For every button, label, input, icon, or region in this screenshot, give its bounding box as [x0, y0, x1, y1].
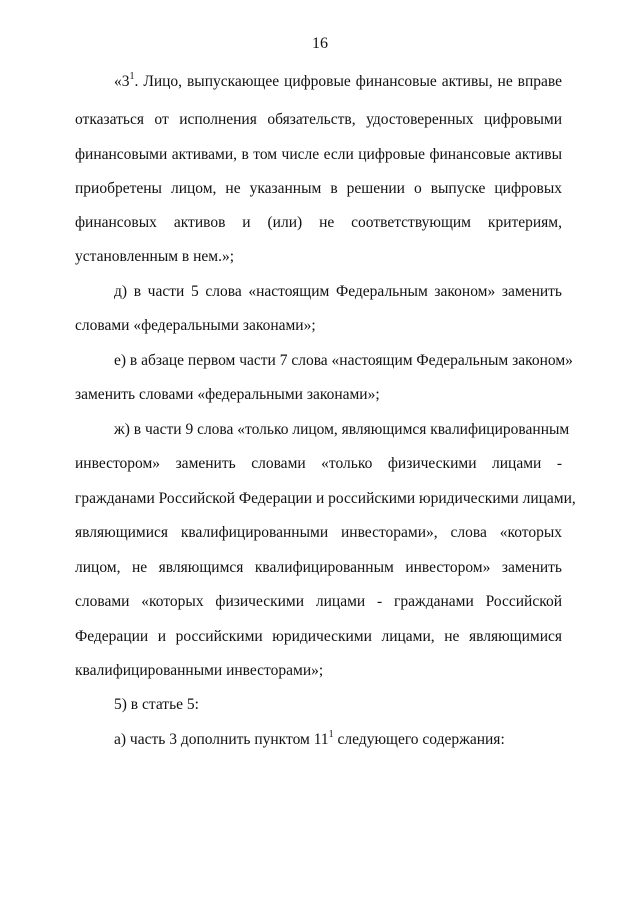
- text-line: гражданами Российской Федерации и российскими юридическими лицами,: [75, 490, 576, 507]
- text-fragment: «3: [114, 73, 130, 90]
- text-line: приобретены лицом, не указанным в решении о выпуске цифровых: [75, 180, 562, 197]
- text-line: [114, 72, 562, 92]
- text-line: е) в абзаце первом части 7 слова «настоящим Федеральным законом»: [114, 352, 573, 369]
- page-number: 16: [312, 35, 328, 52]
- text-fragment: . Лицо, выпускающее цифровые финансовые активы, не вправе: [134, 73, 562, 90]
- text-line: являющимися квалифицированными инвесторами», слова «которых: [75, 524, 562, 541]
- text-line: заменить словами «федеральными законами»;: [75, 386, 380, 403]
- text-fragment: следующего содержания:: [333, 731, 505, 748]
- text-line: словами «федеральными законами»;: [75, 317, 316, 334]
- text-line: д) в части 5 слова «настоящим Федеральным законом» заменить: [114, 283, 562, 300]
- text-line: финансовыми активами, в том числе если цифровые финансовые активы: [75, 146, 562, 163]
- text-line: Федерации и российскими юридическими лицами, не являющимися: [75, 628, 562, 645]
- text-line: квалифицированными инвесторами»;: [75, 662, 324, 679]
- text-line: [114, 730, 505, 750]
- text-line: 5) в статье 5:: [114, 696, 199, 713]
- superscript: 1: [328, 728, 334, 740]
- text-line: установленным в нем.»;: [75, 248, 235, 265]
- text-line: ж) в части 9 слова «только лицом, являющимся квалифицированным: [114, 421, 570, 438]
- text-line: словами «которых физическими лицами - гражданами Российской: [75, 593, 562, 610]
- text-line: инвестором» заменить словами «только физическими лицами -: [75, 455, 562, 472]
- text-fragment: а) часть 3 дополнить пунктом 11: [114, 731, 329, 748]
- text-line: лицом, не являющимся квалифицированным инвестором» заменить: [75, 559, 562, 576]
- text-line: финансовых активов и (или) не соответствующим критериям,: [75, 214, 562, 231]
- superscript: 1: [129, 70, 135, 82]
- text-line: отказаться от исполнения обязательств, удостоверенных цифровыми: [75, 111, 562, 128]
